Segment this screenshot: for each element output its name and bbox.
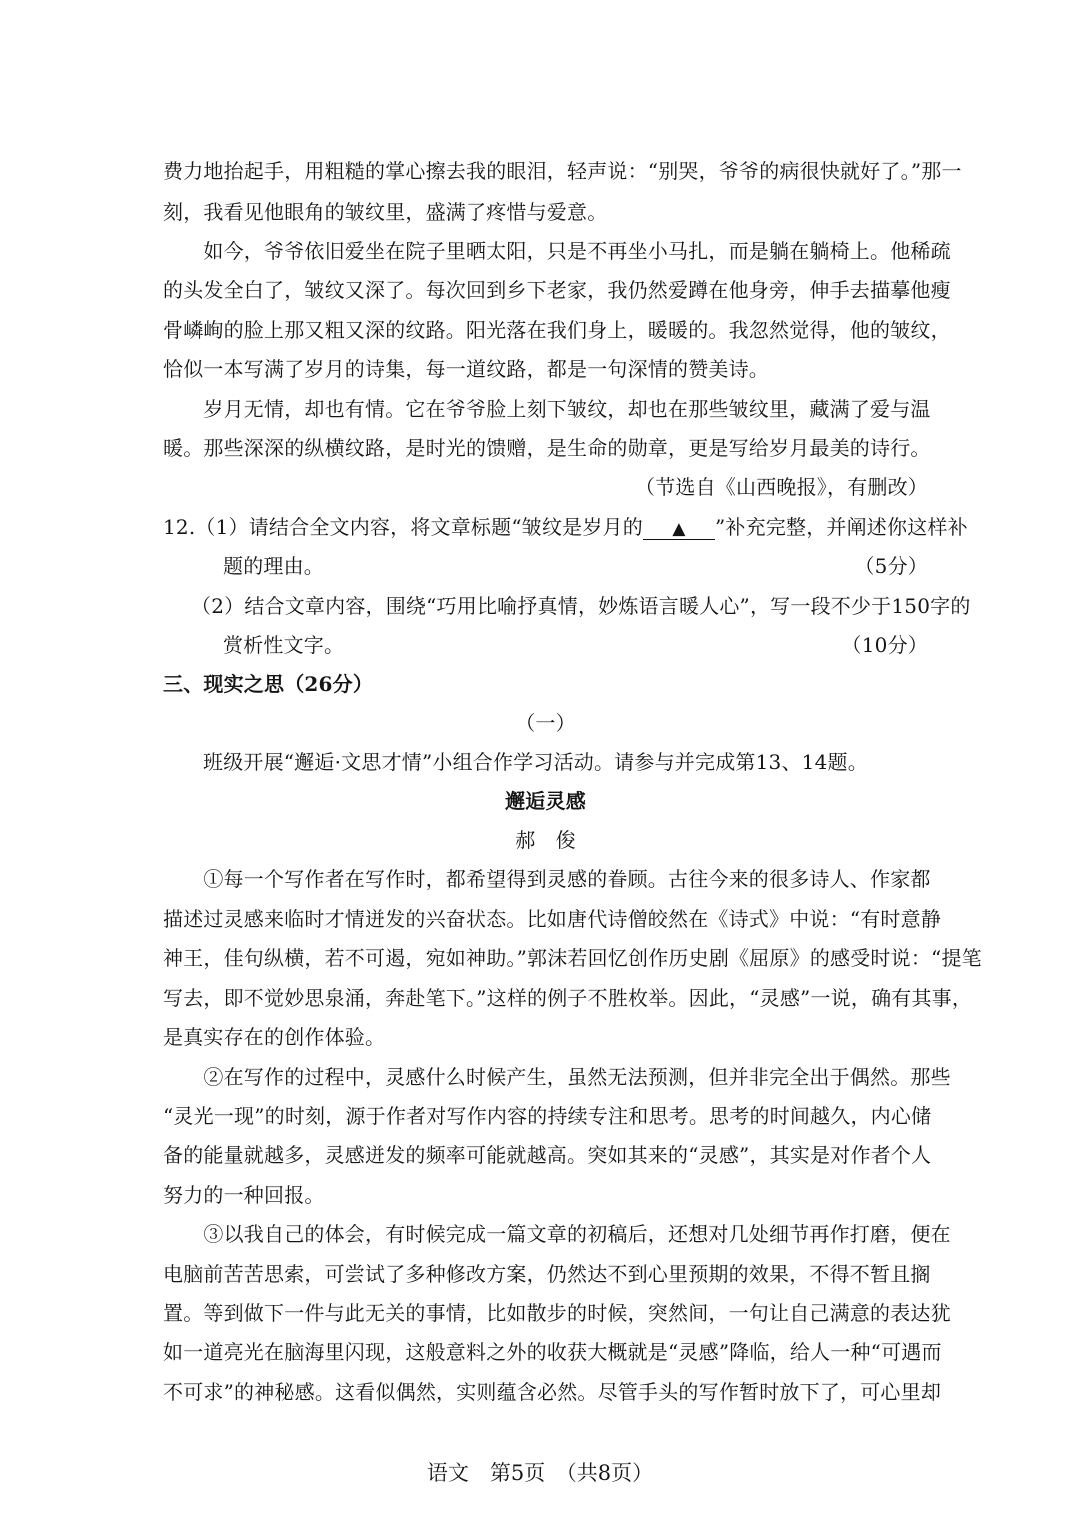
- question-12-part1-line1: [163, 514, 968, 540]
- article-line: 电脑前苦苦思索，可尝试了多种修改方案，仍然达不到心里预期的效果，不得不暂且搁: [163, 1262, 931, 1286]
- article-line: 备的能量就越多，灵感迸发的频率可能就越高。突如其来的“灵感”，其实是对作者个人: [163, 1143, 932, 1167]
- answer-blank: [643, 519, 715, 540]
- passage-line: 骨嶙峋的脸上那又粗又深的纹路。阳光落在我们身上，暖暖的。我忽然觉得，他的皱纹，: [163, 318, 951, 342]
- article-line: 神王，佳句纵横，若不可遏，宛如神助。”郭沫若回忆创作历史剧《屈原》的感受时说：“提笔: [163, 946, 982, 970]
- article-line: 如一道亮光在脑海里闪现，这般意料之外的收获大概就是“灵感”降临，给人一种“可遇而: [163, 1340, 942, 1364]
- passage-line: 岁月无情，却也有情。它在爷爷脸上刻下皱纹，却也在那些皱纹里，藏满了爱与温: [163, 397, 931, 421]
- article-line: 是真实存在的创作体验。: [163, 1025, 386, 1049]
- passage-line: 的头发全白了，皱纹又深了。每次回到乡下老家，我仍然爱蹲在他身旁，伸手去描摹他瘦: [163, 278, 951, 302]
- question-12-part2-line2: [223, 632, 928, 658]
- source-note: （节选自《山西晚报》，有删改）: [635, 475, 928, 499]
- question-12-part2-score: （10分）: [841, 633, 928, 657]
- passage-line: 刻，我看见他眼角的皱纹里，盛满了疼惜与爱意。: [163, 200, 608, 224]
- article-line: ②在写作的过程中，灵感什么时候产生，虽然无法预测，但并非完全出于偶然。那些: [163, 1065, 951, 1089]
- question-12-part1-prefix: 12.（1）请结合全文内容，将文章标题“皱纹是岁月的: [163, 515, 643, 539]
- question-12-part2-text: 赏析性文字。: [223, 633, 345, 657]
- passage-line: 恰似一本写满了岁月的诗集，每一道纹路，都是一句深情的赞美诗。: [163, 357, 769, 381]
- section-subheading: （一）: [515, 711, 576, 735]
- question-12-part1-suffix: ”补充完整，并阐述你这样补: [714, 515, 968, 539]
- article-line: ①每一个写作者在写作时，都希望得到灵感的眷顾。古往今来的很多诗人、作家都: [163, 867, 931, 891]
- blank-marker-icon: ▲: [672, 519, 686, 539]
- passage-line: 暖。那些深深的纵横纹路，是时光的馈赠，是生命的勋章，更是写给岁月最美的诗行。: [163, 436, 931, 460]
- article-line: 写去，即不觉妙思泉涌，奔赴笔下。”这样的例子不胜枚举。因此，“灵感”一说，确有其事，: [163, 986, 973, 1010]
- question-12-part1-text: 题的理由。: [223, 554, 324, 578]
- article-title: 邂逅灵感: [505, 789, 586, 813]
- article-line: 置。等到做下一件与此无关的事情，比如散步的时候，突然间，一句让自己满意的表达犹: [163, 1301, 951, 1325]
- article-line: 不可求”的神秘感。这看似偶然，实则蕴含必然。尽管手头的写作暂时放下了，可心里却: [163, 1380, 942, 1404]
- passage-line: 如今，爷爷依旧爱坐在院子里晒太阳，只是不再坐小马扎，而是躺在躺椅上。他稀疏: [163, 239, 951, 263]
- article-author: 郝 俊: [515, 828, 576, 852]
- question-12-part1-score: （5分）: [854, 554, 928, 578]
- page-footer: 语文 第5页 （共8页）: [426, 1461, 654, 1485]
- question-12-part2-line1: （2）结合文章内容，围绕“巧用比喻抒真情，妙炼语言暖人心”，写一段不少于150字的: [191, 594, 971, 618]
- section-heading: 三、现实之思（26分）: [163, 672, 374, 696]
- article-line: 描述过灵感来临时才情迸发的兴奋状态。比如唐代诗僧皎然在《诗式》中说：“有时意静: [163, 907, 942, 931]
- article-line: “灵光一现”的时刻，源于作者对写作内容的持续专注和思考。思考的时间越久，内心储: [163, 1104, 932, 1128]
- article-line: ③以我自己的体会，有时候完成一篇文章的初稿后，还想对几处细节再作打磨，便在: [163, 1222, 951, 1246]
- article-line: 努力的一种回报。: [163, 1183, 325, 1207]
- question-12-part1-line2: [223, 553, 928, 579]
- activity-intro: 班级开展“邂逅·文思才情”小组合作学习活动。请参与并完成第13、14题。: [203, 750, 868, 774]
- passage-line: 费力地抬起手，用粗糙的掌心擦去我的眼泪，轻声说：“别哭，爷爷的病很快就好了。”那一: [163, 159, 962, 183]
